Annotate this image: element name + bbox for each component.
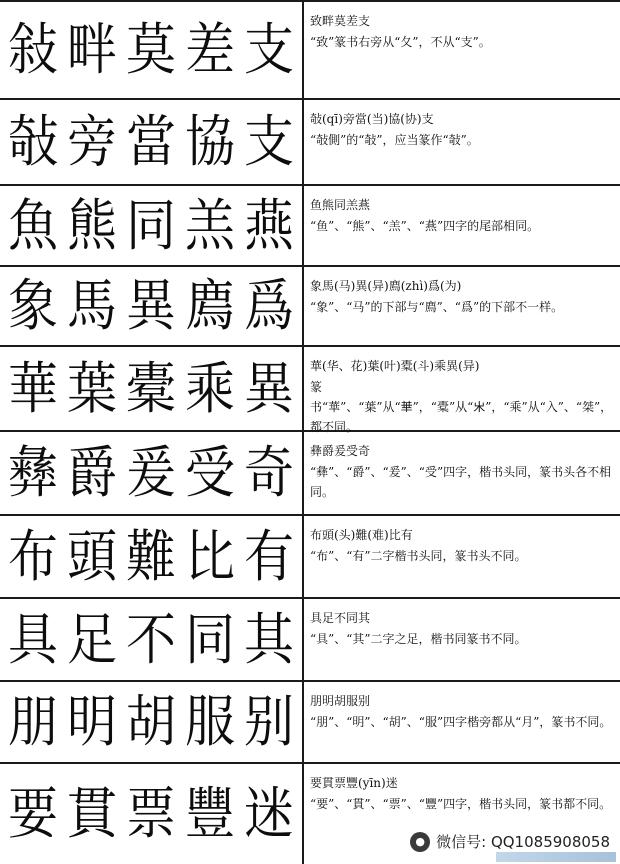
comparison-row bbox=[0, 2, 620, 98]
row-note bbox=[310, 682, 614, 762]
seal-glyph-group bbox=[2, 764, 300, 864]
seal-glyph: 豐 bbox=[185, 781, 235, 847]
comparison-row bbox=[0, 432, 620, 514]
note-body: “敧側”的“敧”，应当篆作“敧”。 bbox=[310, 133, 479, 147]
seal-glyph: 彝 bbox=[8, 440, 58, 506]
note-title: 彝爵爰受奇 bbox=[310, 444, 371, 458]
seal-glyph: 胡 bbox=[126, 689, 176, 755]
comparison-row bbox=[0, 682, 620, 762]
seal-glyph-group bbox=[2, 682, 300, 762]
watermark-text: 微信号: QQ1085908058 bbox=[436, 833, 610, 851]
seal-glyph: 乘 bbox=[185, 356, 235, 421]
row-note bbox=[310, 516, 614, 597]
seal-glyph: 别 bbox=[244, 689, 294, 755]
seal-glyph: 象 bbox=[8, 273, 58, 339]
seal-glyph: 熊 bbox=[67, 193, 117, 258]
seal-glyph-group bbox=[2, 432, 300, 514]
seal-glyph-group bbox=[2, 267, 300, 345]
seal-glyph: 爲 bbox=[244, 273, 294, 339]
row-note bbox=[310, 186, 614, 265]
seal-glyph: 服 bbox=[185, 689, 235, 755]
seal-glyph-group bbox=[2, 186, 300, 265]
wechat-icon: ● bbox=[410, 832, 430, 852]
note-title: 朋明胡服别 bbox=[310, 694, 371, 708]
seal-glyph: 要 bbox=[8, 781, 58, 847]
wechat-watermark bbox=[406, 829, 614, 854]
note-title: 華(华、花)葉(叶)橐(斗)乘異(异) bbox=[310, 359, 480, 373]
comparison-row bbox=[0, 347, 620, 434]
seal-glyph: 畔 bbox=[67, 17, 117, 83]
comparison-row bbox=[0, 267, 620, 345]
seal-glyph: 足 bbox=[67, 607, 117, 672]
seal-glyph: 迷 bbox=[244, 781, 294, 847]
seal-glyph: 差 bbox=[185, 17, 235, 83]
seal-glyph: 具 bbox=[8, 607, 58, 672]
seal-glyph: 支 bbox=[244, 109, 294, 175]
comparison-row bbox=[0, 516, 620, 597]
seal-glyph: 敍 bbox=[8, 17, 58, 83]
note-title: 象馬(马)異(异)廌(zhì)爲(为) bbox=[310, 279, 462, 293]
seal-glyph: 異 bbox=[126, 273, 176, 339]
seal-glyph: 奇 bbox=[244, 440, 294, 506]
comparison-row bbox=[0, 186, 620, 265]
seal-glyph: 旁 bbox=[67, 109, 117, 175]
note-body: “致”篆书右旁从“夂”，不从“支”。 bbox=[310, 35, 491, 49]
note-body: “彝”、“爵”、“爰”、“受”四字，楷书头同，篆书头各不相同。 bbox=[310, 465, 612, 499]
seal-glyph-group bbox=[2, 599, 300, 680]
seal-glyph: 協 bbox=[185, 109, 235, 175]
seal-glyph: 不 bbox=[126, 607, 176, 672]
seal-glyph: 貫 bbox=[67, 781, 117, 847]
seal-glyph: 朋 bbox=[8, 689, 58, 755]
note-title: 要貫票豐(yīn)迷 bbox=[310, 776, 398, 790]
seal-glyph: 比 bbox=[185, 524, 235, 589]
seal-glyph-group bbox=[2, 347, 300, 430]
note-body: 篆书“華”、“葉”从“𠦒”，“橐”从“𣎵”，“乘”从“入”、“桀”，都不同。 bbox=[310, 380, 613, 434]
seal-glyph: 馬 bbox=[67, 273, 117, 339]
seal-glyph: 異 bbox=[244, 356, 294, 421]
note-title: 敧(qī)旁當(当)協(协)支 bbox=[310, 112, 434, 126]
seal-glyph: 有 bbox=[244, 524, 294, 589]
note-body: “象”、“马”的下部与“廌”、“爲”的下部不一样。 bbox=[310, 300, 564, 314]
note-title: 具足不同其 bbox=[310, 611, 371, 625]
row-note bbox=[310, 267, 614, 345]
seal-glyph: 同 bbox=[185, 607, 235, 672]
row-note bbox=[310, 347, 614, 434]
note-title: 致畔莫差支 bbox=[310, 14, 371, 28]
seal-glyph: 受 bbox=[185, 440, 235, 506]
seal-glyph: 同 bbox=[126, 193, 176, 258]
row-note bbox=[310, 432, 614, 514]
note-body: “具”、“其”二字之足，楷书同篆书不同。 bbox=[310, 632, 527, 646]
seal-glyph: 羔 bbox=[185, 193, 235, 258]
row-note bbox=[310, 599, 614, 680]
seal-glyph: 頭 bbox=[67, 524, 117, 589]
seal-glyph: 爰 bbox=[126, 440, 176, 506]
row-note bbox=[310, 2, 614, 98]
seal-glyph: 敧 bbox=[8, 109, 58, 175]
note-body: “布”、“有”二字楷书头同，篆书头不同。 bbox=[310, 549, 527, 563]
seal-glyph: 葉 bbox=[67, 356, 117, 421]
seal-glyph-group bbox=[2, 516, 300, 597]
seal-glyph: 布 bbox=[8, 524, 58, 589]
site-stamp-watermark bbox=[496, 852, 616, 862]
note-body: “鱼”、“熊”、“羔”、“燕”四字的尾部相同。 bbox=[310, 219, 540, 233]
seal-glyph: 燕 bbox=[244, 193, 294, 258]
note-title: 布頭(头)難(难)比有 bbox=[310, 528, 413, 542]
note-body: “朋”、“明”、“胡”、“服”四字楷旁都从“月”，篆书不同。 bbox=[310, 715, 612, 729]
seal-glyph: 票 bbox=[126, 781, 176, 847]
seal-glyph: 莫 bbox=[126, 17, 176, 83]
comparison-row bbox=[0, 100, 620, 184]
seal-glyph-group bbox=[2, 100, 300, 184]
seal-glyph: 魚 bbox=[8, 193, 58, 258]
seal-glyph: 難 bbox=[126, 524, 176, 589]
seal-glyph: 明 bbox=[67, 689, 117, 755]
seal-glyph: 橐 bbox=[126, 356, 176, 421]
seal-glyph: 支 bbox=[244, 17, 294, 83]
seal-glyph-group bbox=[2, 2, 300, 98]
comparison-row bbox=[0, 599, 620, 680]
note-body: “要”、“貫”、“票”、“豐”四字，楷书头同，篆书都不同。 bbox=[310, 797, 612, 811]
seal-glyph: 華 bbox=[8, 356, 58, 421]
seal-glyph: 其 bbox=[244, 607, 294, 672]
note-title: 鱼熊同羔燕 bbox=[310, 198, 371, 212]
seal-glyph: 爵 bbox=[67, 440, 117, 506]
seal-glyph: 廌 bbox=[185, 273, 235, 339]
row-note bbox=[310, 100, 614, 184]
seal-glyph: 當 bbox=[126, 109, 176, 175]
